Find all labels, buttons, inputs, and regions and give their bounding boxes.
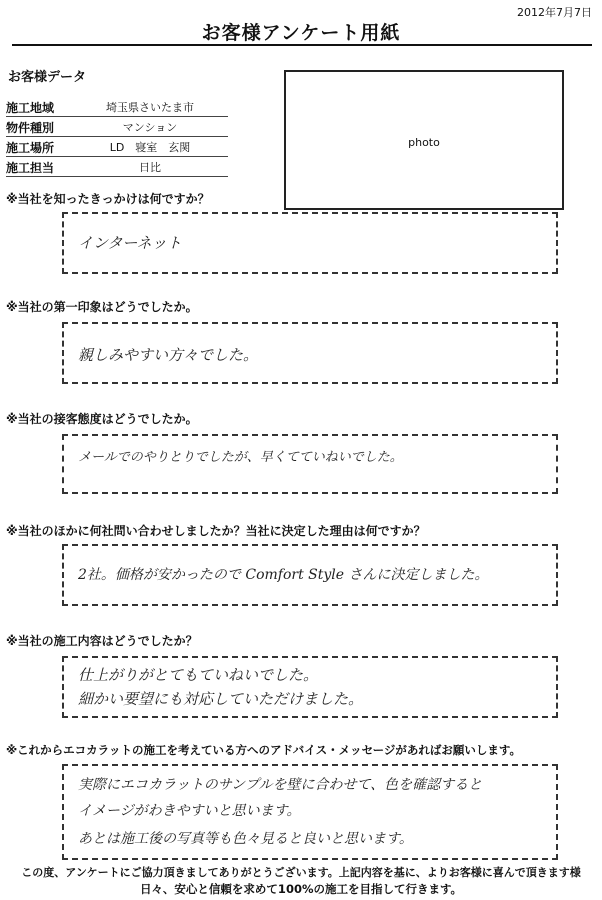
answer-text: 細かい要望にも対応していただけました。 <box>78 690 364 708</box>
answer-text: メールでのやりとりでしたが、早くてていねいでした。 <box>78 450 403 465</box>
answer-text: 実際にエコカラットのサンプルを壁に合わせて、色を確認すると <box>78 777 483 793</box>
answer-box-other-companies <box>62 544 558 606</box>
question-how-found: ※当社を知ったきっかけは何ですか？ <box>6 192 210 206</box>
question-construction-quality: ※当社の施工内容はどうでしたか？ <box>6 634 198 648</box>
answer-box-how-found <box>62 212 558 274</box>
photo-frame <box>284 70 564 210</box>
info-value: LD 寝室 玄関 <box>109 141 191 154</box>
question-advice: ※これからエコカラットの施工を考えている方へのアドバイス・メッセージがあればお願いします。 <box>6 743 521 757</box>
question-first-impression: ※当社の第一印象はどうでしたか。 <box>6 300 198 314</box>
answer-text: 仕上がりがとてもていねいでした。 <box>78 666 319 684</box>
info-row-property-type <box>6 118 228 137</box>
info-row-staff <box>6 158 228 177</box>
answer-box-service-attitude <box>62 434 558 494</box>
customer-data-label: お客様データ <box>8 70 87 85</box>
answer-text: あとは施工後の写真等も色々見ると良いと思います。 <box>78 831 413 847</box>
answer-text: イメージがわきやすいと思います。 <box>78 803 301 819</box>
answer-box-construction-quality <box>62 656 558 718</box>
title-divider <box>12 44 592 46</box>
question-service-attitude: ※当社の接客態度はどうでしたか。 <box>6 412 198 426</box>
answer-box-advice <box>62 764 558 860</box>
info-label: 物件種別 <box>6 121 55 135</box>
info-label: 施工担当 <box>6 161 55 175</box>
answer-text: 親しみやすい方々でした。 <box>78 346 259 364</box>
info-row-location <box>6 138 228 157</box>
info-label: 施工場所 <box>6 141 55 155</box>
info-row-area <box>6 98 228 117</box>
footer-thanks: この度、アンケートにご協力頂きましてありがとうございます。上記内容を基に、よりお客様に喜んで頂きます様 <box>21 866 581 879</box>
question-other-companies: ※当社のほかに何社問い合わせしましたか？当社に決定した理由は何ですか？ <box>6 524 426 538</box>
answer-box-first-impression <box>62 322 558 384</box>
info-value: 埼玉県さいたま市 <box>106 101 194 114</box>
info-value: 日比 <box>139 161 161 174</box>
photo-label: photo <box>408 136 440 149</box>
info-label: 施工地域 <box>6 101 55 115</box>
survey-date: 2012年7月7日 <box>517 6 592 19</box>
answer-text: インターネット <box>78 234 182 252</box>
answer-text: 2社。価格が安かったので Comfort Style さんに決定しました。 <box>78 567 489 583</box>
page-title: お客様アンケート用紙 <box>201 22 401 44</box>
footer-commitment: 日々、安心と信頼を求めて100%の施工を目指して行きます。 <box>139 882 463 896</box>
info-value: マンション <box>122 121 178 134</box>
